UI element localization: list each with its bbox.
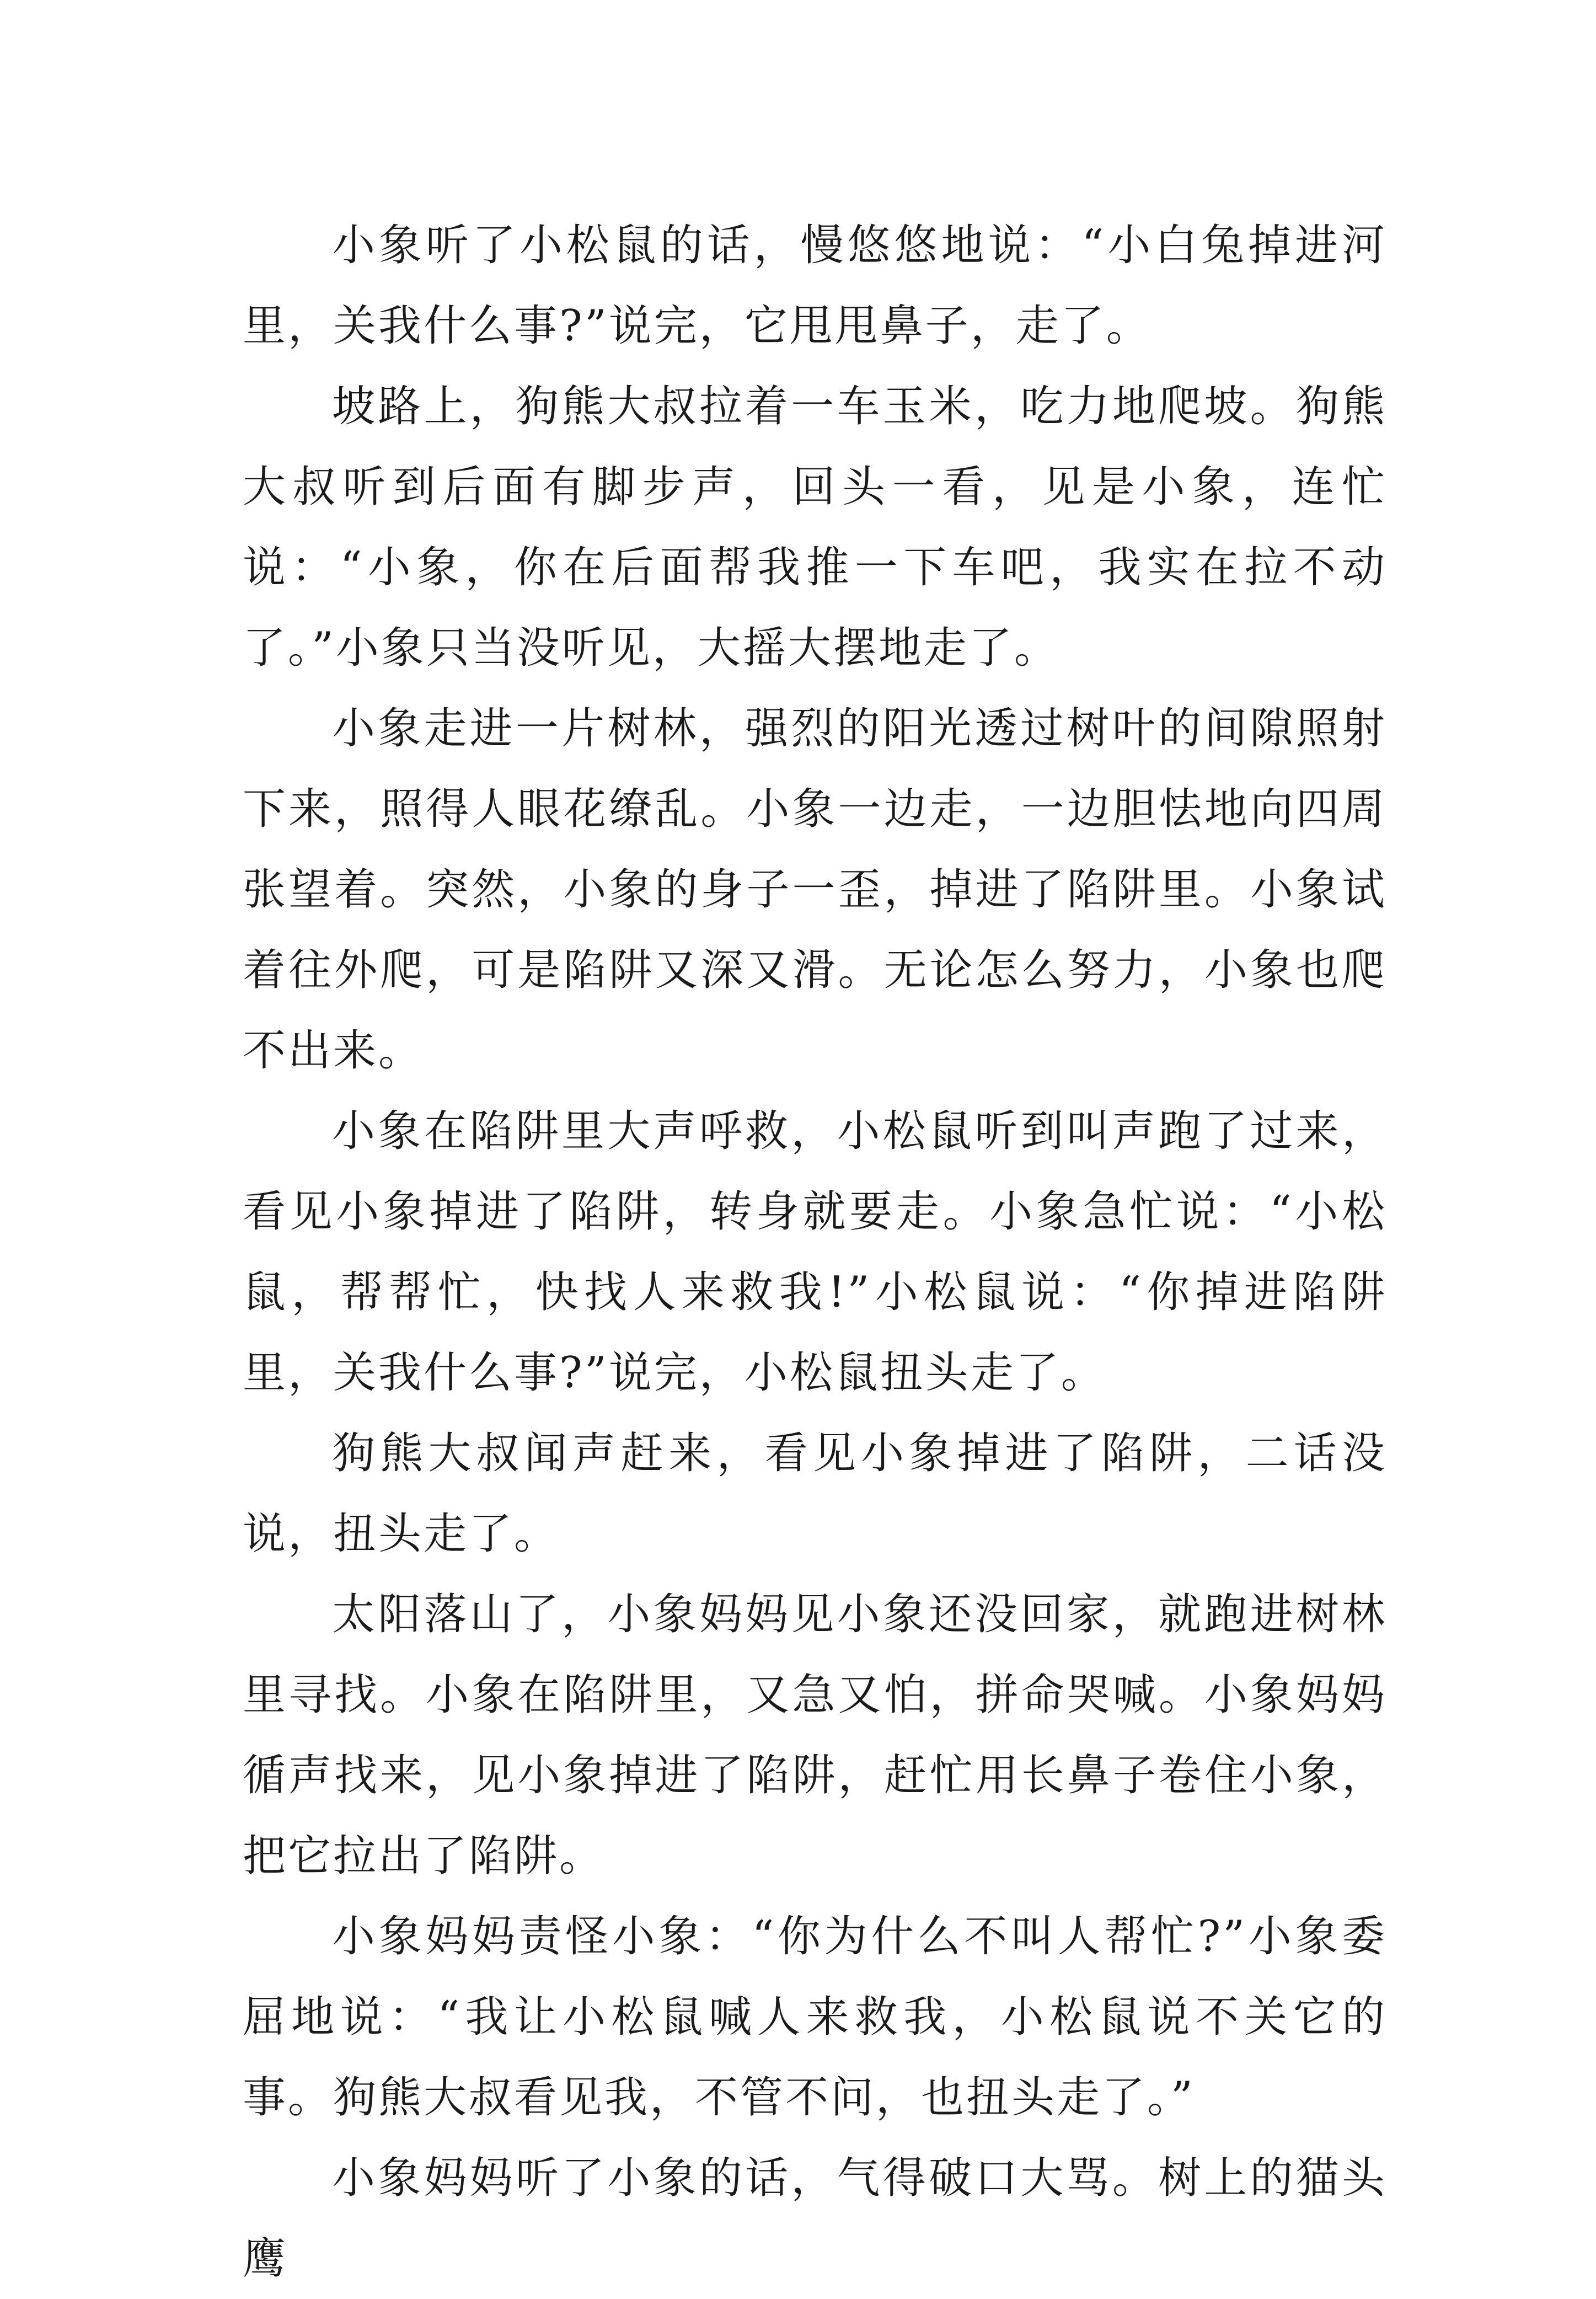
paragraph-7: 小象妈妈责怪小象：“你为什么不叫人帮忙?”小象委屈地说：“我让小松鼠喊人来救我，小松鼠说不关它的事。狗熊大叔看见我，不管不问，也扭头走了。”: [243, 1912, 1387, 2122]
paragraph-5: 狗熊大叔闻声赶来，看见小象掉进了陷阱，二话没说，扭头走了。: [243, 1429, 1387, 1559]
paragraph-2: 坡路上，狗熊大叔拉着一车玉米，吃力地爬坡。狗熊大叔听到后面有脚步声，回头一看，见是小象，连忙说：“小象，你在后面帮我推一下车吧，我实在拉不动了。”小象只当没听见，大摇大摆地走了。: [243, 382, 1387, 673]
paragraph-3: 小象走进一片树林，强烈的阳光透过树叶的间隙照射下来，照得人眼花缭乱。小象一边走，一边胆怯地向四周张望着。突然，小象的身子一歪，掉进了陷阱里。小象试着往外爬，可是陷阱又深又滑。无论怎么努力，小象也爬不出来。: [243, 704, 1387, 1076]
paragraph-4: 小象在陷阱里大声呼救，小松鼠听到叫声跑了过来，看见小象掉进了陷阱，转身就要走。小象急忙说：“小松鼠，帮帮忙，快找人来救我!”小松鼠说：“你掉进陷阱里，关我什么事?”说完，小松鼠扭头走了。: [243, 1106, 1387, 1398]
paragraph-8: 小象妈妈听了小象的话，气得破口大骂。树上的猫头鹰: [243, 2153, 1387, 2284]
story-text: [243, 205, 1387, 2299]
paragraph-1: 小象听了小松鼠的话，慢悠悠地说：“小白兔掉进河里，关我什么事?”说完，它甩甩鼻子，走了。: [243, 221, 1387, 351]
paragraph-6: 太阳落山了，小象妈妈见小象还没回家，就跑进树林里寻找。小象在陷阱里，又急又怕，拼命哭喊。小象妈妈循声找来，见小象掉进了陷阱，赶忙用长鼻子卷住小象，把它拉出了陷阱。: [243, 1590, 1387, 1881]
